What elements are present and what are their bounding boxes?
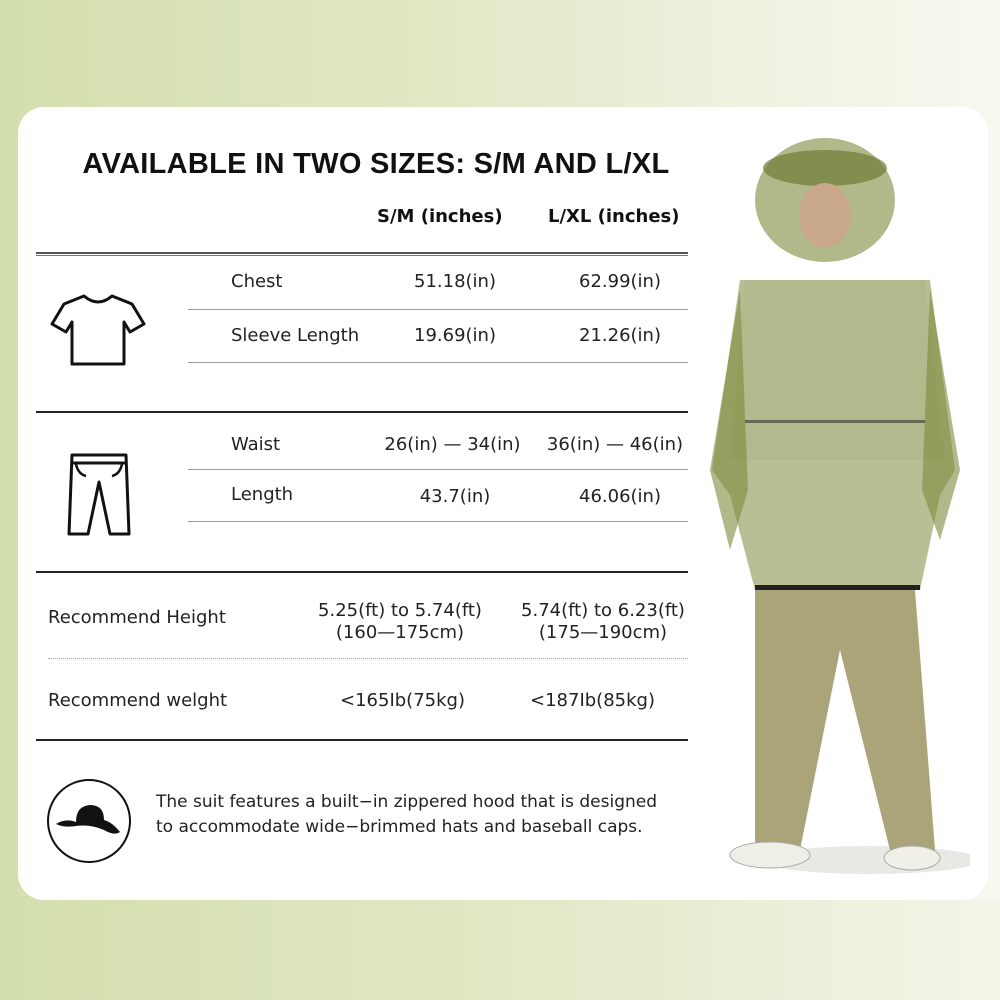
length-lxl-value: 46.06(in) [579,486,661,507]
hat-icon [46,778,132,864]
chest-sm-value: 51.18(in) [414,271,496,292]
row-label-sleeve-length: Sleeve Length [231,325,360,346]
note-line-1: The suit features a built−in zippered hood that is designed [156,792,658,812]
page-title: AVAILABLE IN TWO SIZES: S/M AND L/XL [82,148,670,180]
row-label-recommend-height: Recommend Height [48,607,226,628]
bottom-band [0,900,1000,1000]
height-lxl-cm: (175—190cm) [538,622,668,643]
waist-sm-value: 26(in) — 34(in) [384,434,521,455]
height-lxl-ft: 5.74(ft) to 6.23(ft) [521,600,685,621]
chest-lxl-value: 62.99(in) [579,271,661,292]
section-divider [36,571,688,573]
sleeve-sm-value: 19.69(in) [414,325,496,346]
tshirt-icon [50,292,146,368]
height-sm-ft: 5.25(ft) to 5.74(ft) [318,600,482,621]
section-divider [36,411,688,413]
height-sm-cm: (160—175cm) [335,622,465,643]
height-sm-value [305,600,495,644]
row-divider [188,521,688,522]
row-label-waist: Waist [231,434,281,455]
pants-icon [66,452,132,538]
length-sm-value: 43.7(in) [419,486,491,507]
note-line-2: to accommodate wide−brimmed hats and baseball caps. [156,817,643,837]
row-divider [188,309,688,310]
model-photo [700,130,970,890]
weight-sm-value: <165Ib(75kg) [340,690,465,711]
column-header-sm: S/M (inches) [377,206,503,227]
section-divider [36,739,688,741]
height-lxl-value [508,600,698,644]
sleeve-lxl-value: 21.26(in) [579,325,661,346]
row-label-length: Length [231,484,294,505]
hood-note [156,790,696,840]
row-divider [188,362,688,363]
waist-lxl-value: 36(in) — 46(in) [546,434,684,455]
row-divider [188,469,688,470]
weight-lxl-value: <187Ib(85kg) [530,690,655,711]
column-header-lxl: L/XL (inches) [548,206,680,227]
header-divider [36,252,688,256]
row-label-recommend-weight: Recommend welght [48,690,228,711]
row-divider [48,658,688,659]
row-label-chest: Chest [231,271,283,292]
